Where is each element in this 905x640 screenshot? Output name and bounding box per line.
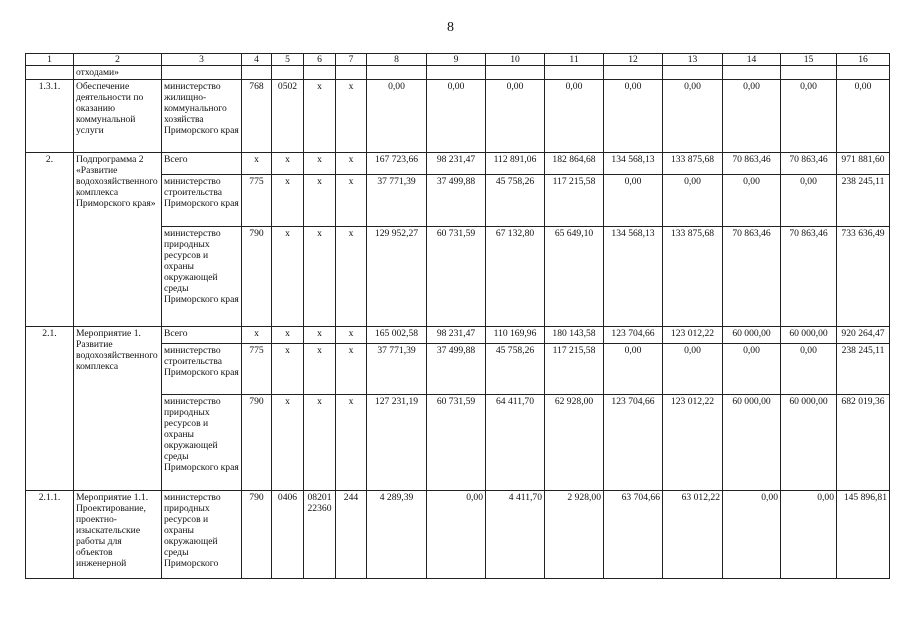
value-cell: 165 002,58 [367, 327, 427, 344]
code-cell: x [336, 395, 367, 491]
table-row [26, 327, 890, 344]
value-cell: 0,00 [663, 80, 723, 153]
row-name-cell: отходами» [74, 66, 162, 80]
value-cell: 0,00 [486, 80, 545, 153]
header-cell: 9 [427, 54, 486, 66]
header-cell: 6 [304, 54, 336, 66]
value-cell: 182 864,68 [545, 153, 604, 175]
code-cell: x [304, 344, 336, 395]
code-cell: 768 [242, 80, 272, 153]
header-cell: 10 [486, 54, 545, 66]
header-cell: 16 [837, 54, 890, 66]
table-header-row [26, 54, 890, 66]
row-number-cell: 2.1.1. [26, 491, 74, 579]
value-cell: 971 881,60 [837, 153, 890, 175]
header-cell: 1 [26, 54, 74, 66]
value-cell: 98 231,47 [427, 327, 486, 344]
code-cell: x [272, 227, 304, 327]
executor-cell: министерство строительства Приморского края [162, 175, 242, 227]
value-cell: 0,00 [604, 344, 663, 395]
value-cell: 0,00 [781, 175, 837, 227]
value-cell: 0,00 [663, 344, 723, 395]
header-cell: 14 [723, 54, 781, 66]
code-cell: 790 [242, 395, 272, 491]
row-name-cell: Мероприятие 1. Развитие водохозяйственного комплекса [74, 327, 162, 491]
executor-cell: министерство природных ресурсов и охраны окружающей среды Приморского края [162, 395, 242, 491]
executor-cell: министерство строительства Приморского края [162, 344, 242, 395]
value-cell: 0,00 [837, 80, 890, 153]
table-row [26, 66, 890, 80]
value-cell: 63 012,22 [663, 491, 723, 579]
value-cell: 45 758,26 [486, 344, 545, 395]
value-cell: 70 863,46 [781, 153, 837, 175]
code-cell: x [272, 344, 304, 395]
value-cell: 4 289,39 [367, 491, 427, 579]
value-cell: 45 758,26 [486, 175, 545, 227]
value-cell: 133 875,68 [663, 227, 723, 327]
row-name-cell: Мероприятие 1.1. Проектирование, проектно-изыскательские работы для объектов инженерной [74, 491, 162, 579]
value-cell: 123 012,22 [663, 327, 723, 344]
value-cell: 62 928,00 [545, 395, 604, 491]
value-cell: 67 132,80 [486, 227, 545, 327]
value-cell: 0,00 [604, 175, 663, 227]
value-cell: 98 231,47 [427, 153, 486, 175]
value-cell: 129 952,27 [367, 227, 427, 327]
table-row [26, 153, 890, 175]
code-cell: x [336, 227, 367, 327]
value-cell: 0,00 [663, 175, 723, 227]
header-cell: 5 [272, 54, 304, 66]
table-row [26, 491, 890, 579]
executor-cell: Всего [162, 327, 242, 344]
value-cell: 2 928,00 [545, 491, 604, 579]
code-cell: 790 [242, 227, 272, 327]
value-cell: 0,00 [781, 344, 837, 395]
value-cell: 117 215,58 [545, 344, 604, 395]
code-cell: x [336, 175, 367, 227]
value-cell: 0,00 [723, 344, 781, 395]
value-cell: 123 012,22 [663, 395, 723, 491]
row-name-cell: Обеспечение деятельности по оказанию коммунальной услуги [74, 80, 162, 153]
value-cell: 37 499,88 [427, 175, 486, 227]
value-cell: 37 771,39 [367, 175, 427, 227]
value-cell: 134 568,13 [604, 227, 663, 327]
value-cell: 70 863,46 [723, 153, 781, 175]
value-cell: 64 411,70 [486, 395, 545, 491]
code-cell: x [304, 80, 336, 153]
code-cell: 0406 [272, 491, 304, 579]
row-number-cell: 2.1. [26, 327, 74, 491]
header-cell: 15 [781, 54, 837, 66]
code-cell: x [272, 175, 304, 227]
value-cell: 167 723,66 [367, 153, 427, 175]
row-name-cell: Подпрограмма 2 «Развитие водохозяйственного комплекса Приморского края» [74, 153, 162, 327]
header-cell: 7 [336, 54, 367, 66]
value-cell: 37 499,88 [427, 344, 486, 395]
header-cell: 8 [367, 54, 427, 66]
code-cell: x [272, 395, 304, 491]
value-cell: 60 000,00 [723, 327, 781, 344]
code-cell: 775 [242, 175, 272, 227]
header-cell: 2 [74, 54, 162, 66]
value-cell: 60 731,59 [427, 227, 486, 327]
code-cell: x [304, 327, 336, 344]
header-cell: 4 [242, 54, 272, 66]
code-cell: x [304, 153, 336, 175]
value-cell: 0,00 [723, 175, 781, 227]
value-cell: 70 863,46 [723, 227, 781, 327]
value-cell: 117 215,58 [545, 175, 604, 227]
code-cell: x [304, 227, 336, 327]
value-cell: 682 019,36 [837, 395, 890, 491]
value-cell: 145 896,81 [837, 491, 890, 579]
row-number-cell: 1.3.1. [26, 80, 74, 153]
value-cell: 0,00 [723, 491, 781, 579]
value-cell: 60 000,00 [723, 395, 781, 491]
value-cell: 63 704,66 [604, 491, 663, 579]
code-cell: 775 [242, 344, 272, 395]
code-cell: 790 [242, 491, 272, 579]
value-cell: 70 863,46 [781, 227, 837, 327]
header-cell: 12 [604, 54, 663, 66]
value-cell: 110 169,96 [486, 327, 545, 344]
code-cell: x [272, 153, 304, 175]
value-cell: 0,00 [604, 80, 663, 153]
value-cell: 127 231,19 [367, 395, 427, 491]
value-cell: 60 731,59 [427, 395, 486, 491]
executor-cell: министерство жилищно-коммунального хозяйства Приморского края [162, 80, 242, 153]
value-cell: 180 143,58 [545, 327, 604, 344]
budget-table [25, 53, 890, 579]
table-row [26, 80, 890, 153]
code-cell: x [304, 395, 336, 491]
value-cell: 0,00 [781, 491, 837, 579]
code-cell: x [242, 327, 272, 344]
header-cell: 13 [663, 54, 723, 66]
value-cell: 60 000,00 [781, 327, 837, 344]
code-cell: 244 [336, 491, 367, 579]
row-number-cell: 2. [26, 153, 74, 327]
code-cell: x [336, 153, 367, 175]
executor-cell: министерство природных ресурсов и охраны окружающей среды Приморского [162, 491, 242, 579]
value-cell: 65 649,10 [545, 227, 604, 327]
value-cell: 0,00 [545, 80, 604, 153]
value-cell: 0,00 [367, 80, 427, 153]
code-cell: x [336, 344, 367, 395]
code-cell: x [336, 327, 367, 344]
value-cell: 0,00 [427, 80, 486, 153]
value-cell: 238 245,11 [837, 344, 890, 395]
executor-cell: Всего [162, 153, 242, 175]
value-cell: 0,00 [427, 491, 486, 579]
value-cell: 123 704,66 [604, 395, 663, 491]
code-cell: 0502 [272, 80, 304, 153]
executor-cell: министерство природных ресурсов и охраны окружающей среды Приморского края [162, 227, 242, 327]
value-cell: 0,00 [723, 80, 781, 153]
value-cell: 0,00 [781, 80, 837, 153]
code-cell: x [304, 175, 336, 227]
code-cell: 08201 22360 [304, 491, 336, 579]
header-cell: 3 [162, 54, 242, 66]
value-cell: 733 636,49 [837, 227, 890, 327]
value-cell: 60 000,00 [781, 395, 837, 491]
value-cell: 123 704,66 [604, 327, 663, 344]
value-cell: 4 411,70 [486, 491, 545, 579]
value-cell: 133 875,68 [663, 153, 723, 175]
value-cell: 238 245,11 [837, 175, 890, 227]
code-cell: x [336, 80, 367, 153]
value-cell: 134 568,13 [604, 153, 663, 175]
value-cell: 920 264,47 [837, 327, 890, 344]
value-cell: 37 771,39 [367, 344, 427, 395]
code-cell: x [242, 153, 272, 175]
header-cell: 11 [545, 54, 604, 66]
code-cell: x [272, 327, 304, 344]
page-number: 8 [447, 20, 454, 35]
value-cell: 112 891,06 [486, 153, 545, 175]
